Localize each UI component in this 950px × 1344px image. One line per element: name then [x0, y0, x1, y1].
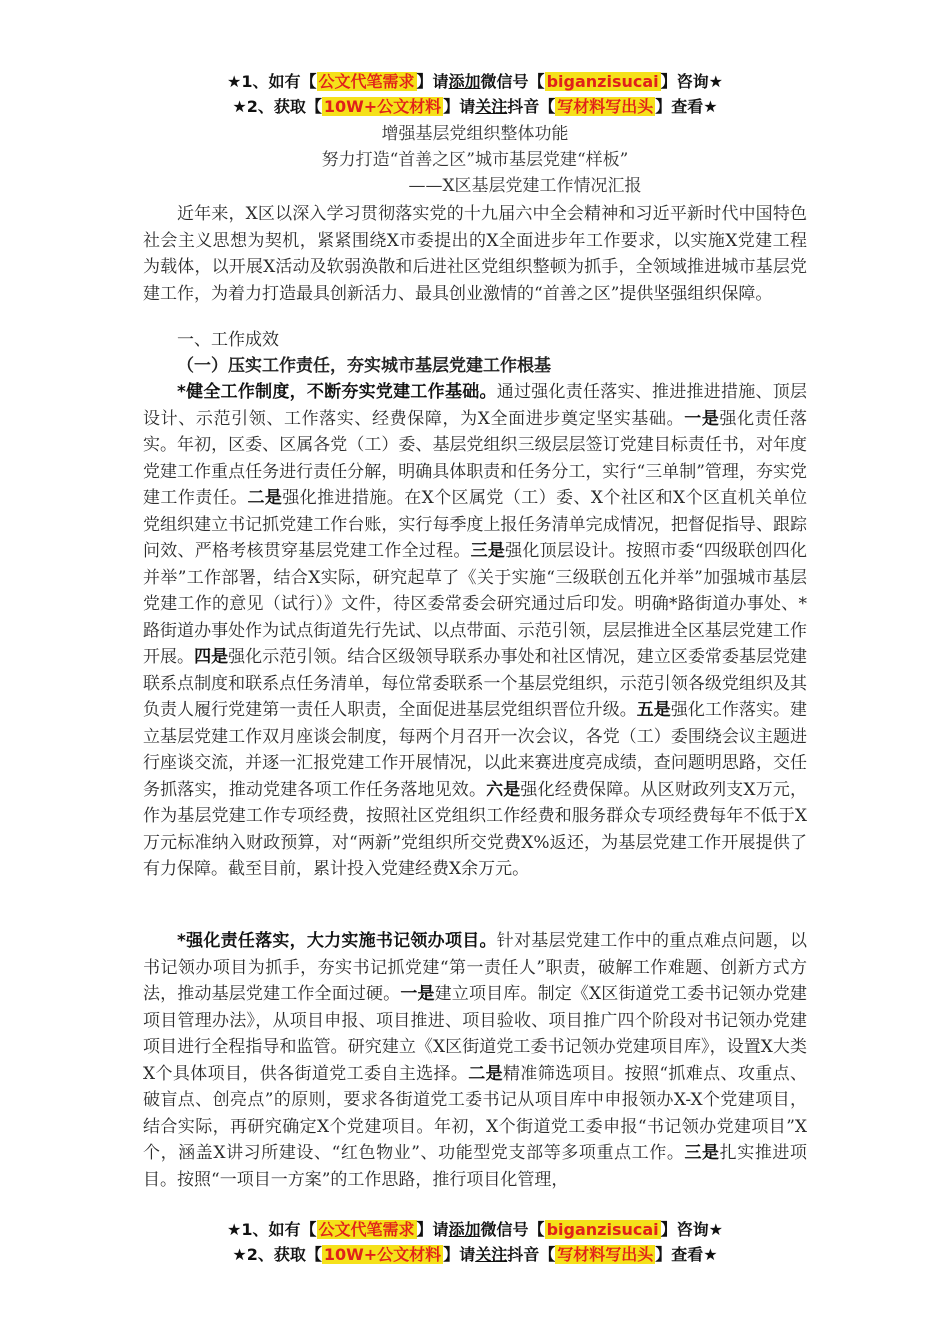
- banner-highlight: 公文代笔需求: [318, 1220, 415, 1239]
- banner-emphasis: 添加: [448, 1220, 481, 1239]
- paragraph-content: [143, 379, 807, 883]
- paragraph-text: 强化经费保障。从区财政列支X万元，作为基层党建工作专项经费，按照社区党组织工作经费和服务群众专项经费每年不低于X万元标准纳入财政预算，对“两新”党组织所交党费X%返还，为基层党建工作开展提供了有力保障。截至目前，累计投入党建经费X余万元。: [143, 779, 808, 879]
- paragraph-lead: *健全工作制度，不断夯实党建工作基础。: [177, 382, 497, 402]
- banner-text: 】请: [416, 72, 449, 91]
- paragraph-text: 精准筛选项目。按照“抓难点、攻重点、破盲点、创亮点”的原则，要求各街道党工委书记从项目库中申报领办X-X个党建项目，结合实际，再研究确定X个党建项目。年初，X个街道党工委申报“书记领办党建项目”X个，涵盖X讲习所建设、“红色物业”、功能型党支部等多项重点工作。: [143, 1063, 807, 1163]
- document-title: 增强基层党组织整体功能: [381, 124, 569, 144]
- banner-highlight: 10W+公文材料: [323, 1245, 442, 1264]
- intro-paragraph: [143, 201, 807, 307]
- document-subtitle: 努力打造“首善之区”城市基层党建“样板”: [321, 150, 629, 170]
- point-marker: 六是: [486, 779, 521, 800]
- point-marker: 五是: [636, 700, 671, 720]
- banner-text: 】查看★: [655, 97, 718, 116]
- paragraph-text: 强化推进措施。在X个区属党（工）委、X个社区和X个区直机关单位党组织建立书记抓党建工作台账，实行每季度上报任务清单完成情况，把督促指导、跟踪问效、严格考核贯穿基层党建工作全过程。: [143, 488, 808, 561]
- paragraph-text: 通过强化责任落实、推进推进措施、顶层设计、示范引领、工作落实、经费保障，为X全面进步奠定坚实基础。: [143, 382, 808, 429]
- promo-banner-line-1: [0, 70, 950, 94]
- intro-text: 近年来，X区以深入学习贯彻落实党的十九届六中全会精神和习近平新时代中国特色社会主义思想为契机，紧紧围绕X市委提出的X全面进步年工作要求，以实施X党建工程为载体，以开展X活动及软弱涣散和后进社区党组织整顿为抓手，全领域推进城市基层党建工作，为着力打造最具创新活力、最具创业激情的“首善之区”提供坚强组织保障。: [143, 204, 807, 304]
- banner-highlight: biganzisucai: [546, 72, 659, 91]
- point-marker: 二是: [468, 1063, 503, 1084]
- banner-text: ★2、获取【: [232, 1245, 322, 1264]
- banner-text: 】请: [443, 97, 476, 116]
- point-marker: 一是: [400, 984, 435, 1004]
- banner-emphasis: 关注: [475, 1245, 508, 1264]
- banner-highlight: biganzisucai: [546, 1220, 659, 1239]
- paragraph-text: 针对基层党建工作中的重点难点问题，以书记领办项目为抓手，夯实书记抓党建“第一责任人”职责，破解工作难题、创新方式方法，推动基层党建工作全面过硬。: [143, 931, 808, 1004]
- paragraph-text: 强化责任落实。年初，区委、区属各党（工）委、基层党组织三级层层签订党建目标责任书，对年度党建工作重点任务进行责任分解，明确具体职责和任务分工，实行“三单制”管理，夯实党建工作责任。: [143, 408, 808, 508]
- paragraph-content: [143, 928, 807, 1193]
- paragraph-text: 强化示范引领。结合区级领导联系办事处和社区情况，建立区委常委基层党建联系点制度和联系点任务清单，每位常委联系一个基层党组织，示范引领各级党组织及其负责人履行党建第一责任人职责，全面促进基层党组织晋位升级。: [143, 647, 808, 720]
- banner-highlight: 公文代笔需求: [318, 72, 415, 91]
- paragraph-lead: *强化责任落实，大力实施书记领办项目。: [177, 931, 497, 951]
- body-paragraph-1: [143, 379, 807, 883]
- banner-text: 微信号【: [480, 72, 545, 91]
- banner-text: 抖音【: [507, 1245, 556, 1264]
- banner-highlight: 写材料写出头: [557, 97, 654, 116]
- banner-text: 】咨询★: [660, 72, 723, 91]
- banner-text: 微信号【: [480, 1220, 545, 1239]
- point-marker: 三是: [470, 541, 506, 561]
- banner-text: 抖音【: [507, 97, 556, 116]
- point-marker: 一是: [684, 408, 720, 429]
- section-heading: 一、工作成效: [177, 330, 279, 350]
- promo-banner-footer-line-1: [0, 1218, 950, 1242]
- promo-banner-line-2: [0, 95, 950, 119]
- promo-banner-footer-line-2: [0, 1243, 950, 1267]
- paragraph-text: 强化工作落实。建立基层党建工作双月座谈会制度，每两个月召开一次会议，各党（工）委围绕会议主题进行座谈交流，并逐一汇报党建工作开展情况，以此来赛进度亮成绩，查问题明思路，交任务抓落实，推动党建各项工作任务落地见效。: [143, 700, 808, 800]
- banner-emphasis: 添加: [448, 72, 481, 91]
- banner-text: 】请: [443, 1245, 476, 1264]
- banner-highlight: 10W+公文材料: [323, 97, 442, 116]
- banner-text: ★1、如有【: [227, 1220, 317, 1239]
- point-marker: 二是: [247, 488, 283, 508]
- point-marker: 四是: [194, 647, 229, 667]
- paragraph-text: 建立项目库。制定《X区街道党工委书记领办党建项目管理办法》，从项目申报、项目推进、项目验收、项目推广四个阶段对书记领办党建项目进行全程指导和监管。研究建立《X区街道党工委书记领办党建项目库》，设置X大类X个具体项目，供各街道党工委自主选择。: [143, 984, 807, 1084]
- subsection-heading: （一）压实工作责任，夯实城市基层党建工作根基: [177, 356, 551, 376]
- banner-text: 】咨询★: [660, 1220, 723, 1239]
- banner-highlight: 写材料写出头: [557, 1245, 654, 1264]
- banner-text: 】查看★: [655, 1245, 718, 1264]
- banner-text: ★1、如有【: [227, 72, 317, 91]
- banner-text: ★2、获取【: [232, 97, 322, 116]
- body-paragraph-2: [143, 928, 807, 1193]
- paragraph-text: 扎实推进项目。按照“一项目一方案”的工作思路，推行项目化管理，: [143, 1143, 808, 1190]
- banner-emphasis: 关注: [475, 97, 508, 116]
- banner-text: 】请: [416, 1220, 449, 1239]
- document-report-line: ——X区基层党建工作情况汇报: [408, 176, 642, 196]
- point-marker: 三是: [684, 1143, 720, 1163]
- paragraph-text: 强化顶层设计。按照市委“四级联创四化并举”工作部署，结合X实际，研究起草了《关于实施“三级联创五化并举”加强城市基层党建工作的意见（试行）》文件，待区委常委会研究通过后印发。明确*路街道办事处、*路街道办事处作为试点街道先行先试、以点带面、示范引领，层层推进全区基层党建工作开展。: [143, 541, 808, 667]
